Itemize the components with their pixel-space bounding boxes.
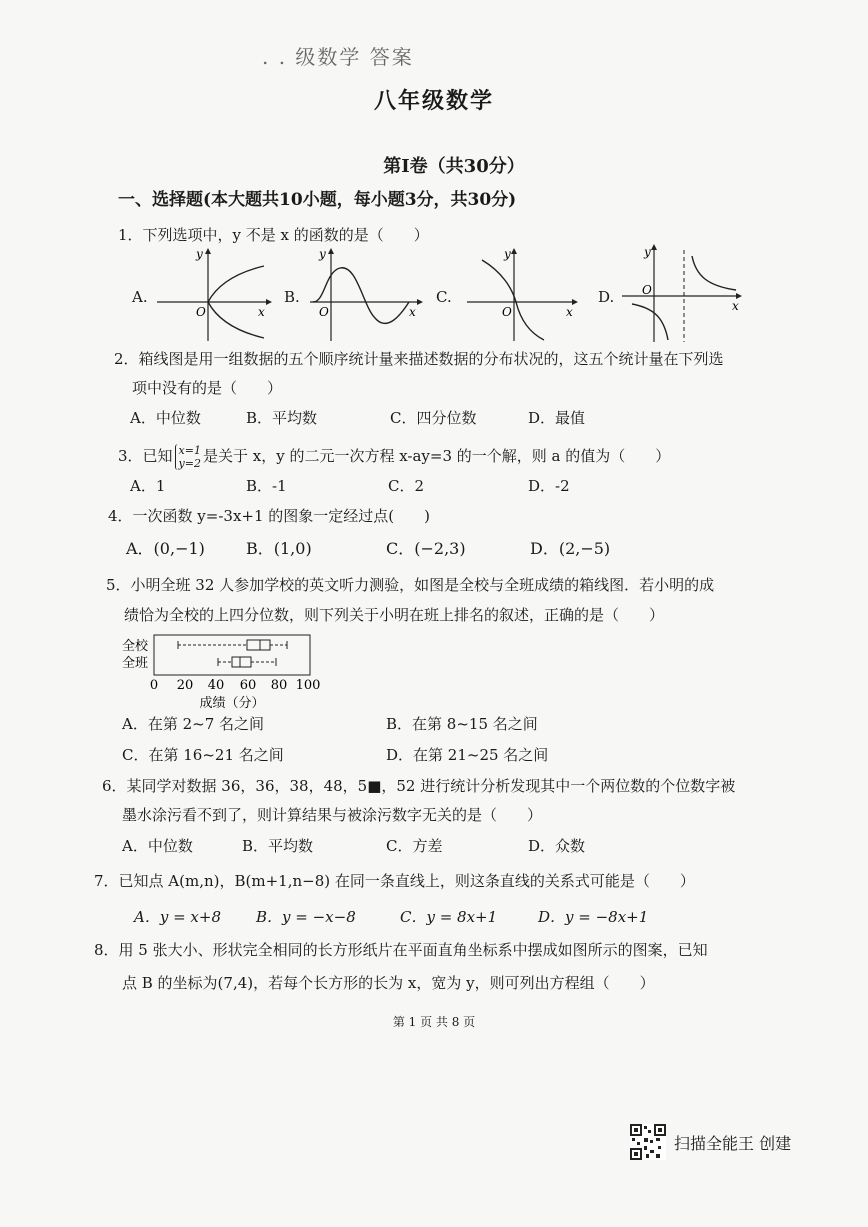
q1a-y-label: y xyxy=(196,247,203,261)
q5-boxplot xyxy=(122,631,322,715)
q1-graph-a xyxy=(152,246,272,346)
q6-option-b: B．平均数 xyxy=(242,837,314,855)
q4-option-c: C．(−2,3) xyxy=(386,539,466,558)
q1-option-b-label: B. xyxy=(284,288,300,306)
q3-equation-system xyxy=(175,444,201,470)
question-3 xyxy=(118,444,670,470)
q2-option-b: B．平均数 xyxy=(246,409,318,427)
q4-option-b: B．(1,0) xyxy=(246,539,312,558)
q5-tick-80: 80 xyxy=(270,678,288,693)
q1-option-a-label: A. xyxy=(132,288,148,306)
qr-code-icon xyxy=(630,1124,666,1160)
q1d-x-label: x xyxy=(732,299,739,313)
question-2-line2: 项中没有的是（ ） xyxy=(132,379,283,397)
q3-post: 是关于 x，y 的二元一次方程 x-ay=3 的一个解，则 a 的值为（ ） xyxy=(202,447,671,465)
q4-option-a: A．(0,−1) xyxy=(126,539,205,558)
page-title: 八年级数学 xyxy=(373,88,494,114)
q5-axis-title: 成绩（分） xyxy=(199,696,265,711)
q6-option-c: C．方差 xyxy=(386,837,443,855)
q4-option-d: D．(2,−5) xyxy=(530,539,611,558)
question-5-line2: 绩恰为全校的上四分位数，则下列关于小明在班上排名的叙述，正确的是（ ） xyxy=(124,606,665,624)
q1c-y-label: y xyxy=(504,247,511,261)
question-7: 7．已知点 A(m,n)，B(m+1,n−8) 在同一条直线上，则这条直线的关系式可能是（ ） xyxy=(94,872,695,890)
q3-sys-top: x=1 xyxy=(178,444,201,457)
q1d-o-label: O xyxy=(642,283,652,297)
q2-option-c: C．四分位数 xyxy=(390,409,477,427)
q3-pre: 3．已知 xyxy=(118,447,173,465)
question-5-line1: 5．小明全班 32 人参加学校的英文听力测验，如图是全校与全班成绩的箱线图．若小明的成 xyxy=(106,576,715,594)
q5-tick-60: 60 xyxy=(239,678,257,693)
q1-option-d-label: D. xyxy=(598,288,615,306)
q7-option-d: D．y = −8x+1 xyxy=(538,908,649,926)
q6-option-d: D．众数 xyxy=(528,837,586,855)
q2-option-d: D．最值 xyxy=(528,409,586,427)
question-6-line2: 墨水涂污看不到了，则计算结果与被涂污数字无关的是（ ） xyxy=(122,806,543,824)
q1a-x-label: x xyxy=(258,305,265,319)
q1-graph-d xyxy=(618,242,744,346)
q3-option-a: A．1 xyxy=(130,477,166,495)
question-8-line1: 8．用 5 张大小、形状完全相同的长方形纸片在平面直角坐标系中摆成如图所示的图案，已知 xyxy=(94,941,708,959)
page-footer: 第 1 页 共 8 页 xyxy=(392,1015,476,1029)
q1a-o-label: O xyxy=(196,305,206,319)
q7-option-b: B．y = −x−8 xyxy=(256,908,356,926)
section-title: 第Ⅰ卷（共30分） xyxy=(383,156,525,177)
q1c-x-label: x xyxy=(566,305,573,319)
q1b-x-label: x xyxy=(409,305,416,319)
q2-option-a: A．中位数 xyxy=(130,409,201,427)
q1b-o-label: O xyxy=(319,305,329,319)
q5-label-school: 全校 xyxy=(122,639,149,654)
question-6-line1: 6．某同学对数据 36，36，38，48，5■，52 进行统计分析发现其中一个两位数的个位数字被 xyxy=(102,777,736,795)
q1d-y-label: y xyxy=(644,245,651,259)
q3-option-d: D．-2 xyxy=(528,477,570,495)
q3-sys-bottom: y=2 xyxy=(178,457,201,470)
question-8-line2: 点 B 的坐标为(7,4)，若每个长方形的长为 x，宽为 y，则可列出方程组（ ） xyxy=(122,974,655,992)
question-2-line1: 2．箱线图是用一组数据的五个顺序统计量来描述数据的分布状况的，这五个统计量在下列选 xyxy=(114,350,724,368)
q5-option-a: A．在第 2~7 名之间 xyxy=(122,715,265,733)
q5-tick-40: 40 xyxy=(207,678,225,693)
q5-tick-20: 20 xyxy=(176,678,194,693)
part-heading: 一、选择题(本大题共10小题，每小题3分，共30分) xyxy=(118,190,517,210)
q6-option-a: A．中位数 xyxy=(122,837,193,855)
q5-label-class: 全班 xyxy=(122,656,149,671)
q1b-y-label: y xyxy=(319,247,326,261)
q5-tick-0: 0 xyxy=(149,678,159,693)
q5-tick-100: 100 xyxy=(295,678,321,693)
q5-option-d: D．在第 21~25 名之间 xyxy=(386,746,549,764)
faded-header: . . 级数学 答案 xyxy=(262,45,414,69)
q1c-o-label: O xyxy=(502,305,512,319)
question-1: 1．下列选项中，y 不是 x 的函数的是（ ） xyxy=(118,226,429,244)
q3-option-b: B．-1 xyxy=(246,477,287,495)
question-4: 4．一次函数 y=-3x+1 的图象一定经过点( ) xyxy=(108,507,431,525)
q3-option-c: C．2 xyxy=(388,477,425,495)
q7-option-a: A．y = x+8 xyxy=(134,908,221,926)
q1-option-c-label: C. xyxy=(436,288,452,306)
q5-option-b: B．在第 8~15 名之间 xyxy=(386,715,538,733)
q5-option-c: C．在第 16~21 名之间 xyxy=(122,746,284,764)
scanner-label: 扫描全能王 创建 xyxy=(674,1133,792,1153)
scanner-watermark xyxy=(630,1124,791,1160)
q1-graph-b xyxy=(305,246,425,346)
q1-graph-c xyxy=(462,246,582,346)
q7-option-c: C．y = 8x+1 xyxy=(400,908,498,926)
